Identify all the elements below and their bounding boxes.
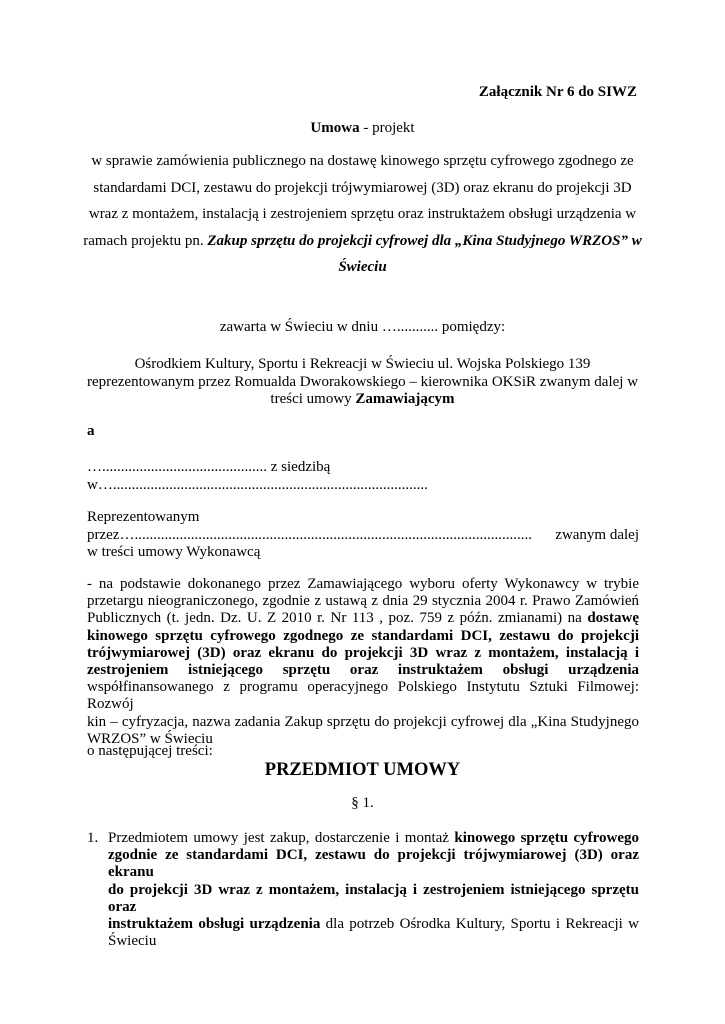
basis-line-3-bold: dostawę [587,610,639,627]
represented-dots: przez….......................................................................................................... [87,526,532,543]
represented-called: zwanym dalej [555,526,639,543]
ordering-line-2: reprezentowanym przez Romualda Dworakowskiego – kierownika OKSiR zwanym dalej w [86,373,639,390]
title-sub: - projekt [363,120,415,136]
concluded-line: zawarta w Świeciu w dniu …........... pomiędzy: [219,319,506,335]
seat-line-2: w….................................................................................... [87,477,428,493]
basis-line-9: WRZOS” w Świeciu [87,730,213,747]
basis-line-3 [87,610,639,627]
subject-line-3: wraz z montażem, instalacją i zestrojeniem sprzętu oraz instruktażem obsługi urządzenia w [88,206,637,222]
clause-1-line-1 [108,830,639,847]
clause-1-line-4-text: dla potrzeb Ośrodka Kultury, Sportu i Rekreacji w [325,916,639,933]
clause-1-line-5: Świeciu [108,933,157,950]
ordering-line-3 [60,391,665,409]
basis-line-2: przetargu nieograniczonego, zgodnie z ustawą z dnia 29 stycznia 2004 r. Prawo Zamówień [87,593,639,610]
title-main: Umowa [310,120,360,136]
title-line [60,120,665,137]
seat-line-1: …............................................ z siedzibą [87,459,331,475]
basis-paragraph [87,576,639,748]
basis-line-6: zestrojeniem istniejącego sprzętu oraz instruktażem obsługi urządzenia [87,662,639,679]
subject-line-1: w sprawie zamówienia publicznego na dostawę kinowego sprzętu cyfrowego zgodnego ze [91,153,634,169]
project-name: Zakup sprzętu do projekcji cyfrowej dla „Kina Studyjnego WRZOS” w [207,232,642,249]
basis-line-4: kinowego sprzętu cyfrowego zgodnego ze standardami DCI, zestawu do projekcji [87,627,639,644]
represented-line-2 [87,527,639,545]
subject-line-2: standardami DCI, zestawu do projekcji trójwymiarowej (3D) oraz ekranu do projekcji 3D [93,179,632,196]
contractor-seat [87,458,428,494]
subject-line-4-text: ramach projektu pn. [83,232,204,249]
section-heading: PRZEDMIOT UMOWY [264,760,461,780]
clause-1-number: 1. [87,830,99,846]
basis-line-3-text: Publicznych (t. jedn. Dz. U. Z 2010 r. Nr 113 , poz. 759 z późn. zmianami) na [87,610,582,627]
subject-line-5: Świeciu [338,259,387,275]
subject-line-4 [60,228,665,255]
represented-line-1: Reprezentowanym [87,509,200,525]
paragraph-number: § 1. [351,795,374,811]
clause-1-body [108,830,639,950]
clause-1-line-1-bold: kinowego sprzętu cyfrowego [454,830,639,846]
attachment-header: Załącznik Nr 6 do SIWZ [478,84,637,100]
basis-line-5: trójwymiarowej (3D) oraz ekranu do projekcji 3D wraz z montażem, instalacją i [87,644,639,661]
clause-1-line-1-text: Przedmiotem umowy jest zakup, dostarczenie i montaż [108,830,449,846]
clause-1-line-2: zgodnie ze standardami DCI, zestawu do projekcji trójwymiarowej (3D) oraz ekranu [108,847,639,881]
conjunction-a: a [87,423,95,439]
clause-1-line-3: do projekcji 3D wraz z montażem, instalacją i zestrojeniem istniejącego sprzętu oraz [108,881,639,915]
subject-paragraph [60,148,665,281]
basis-line-7: współfinansowanego z programu operacyjnego Polskiego Instytutu Sztuki Filmowej: Rozwój [87,679,639,713]
ordering-line-1: Ośrodkiem Kultury, Sportu i Rekreacji w Świeciu ul. Wojska Polskiego 139 [134,356,591,372]
ordering-line-3-text: treści umowy [270,391,352,407]
basis-line-1: - na podstawie dokonanego przez Zamawiającego wyboru oferty Wykonawcy w trybie [87,576,639,592]
clause-1-line-4 [108,916,639,933]
clause-1-line-4-bold: instruktażem obsługi urządzenia [108,916,321,933]
represented-line-3: w treści umowy Wykonawcą [87,544,261,560]
represented-block [87,509,639,562]
ordering-role: Zamawiającym [355,391,455,407]
basis-line-8: kin – cyfryzacja, nazwa zadania Zakup sprzętu do projekcji cyfrowej dla „Kina Studyjnego [87,713,639,730]
clause-1 [87,830,639,950]
following-content: o następującej treści: [87,743,213,759]
ordering-party [60,356,665,409]
